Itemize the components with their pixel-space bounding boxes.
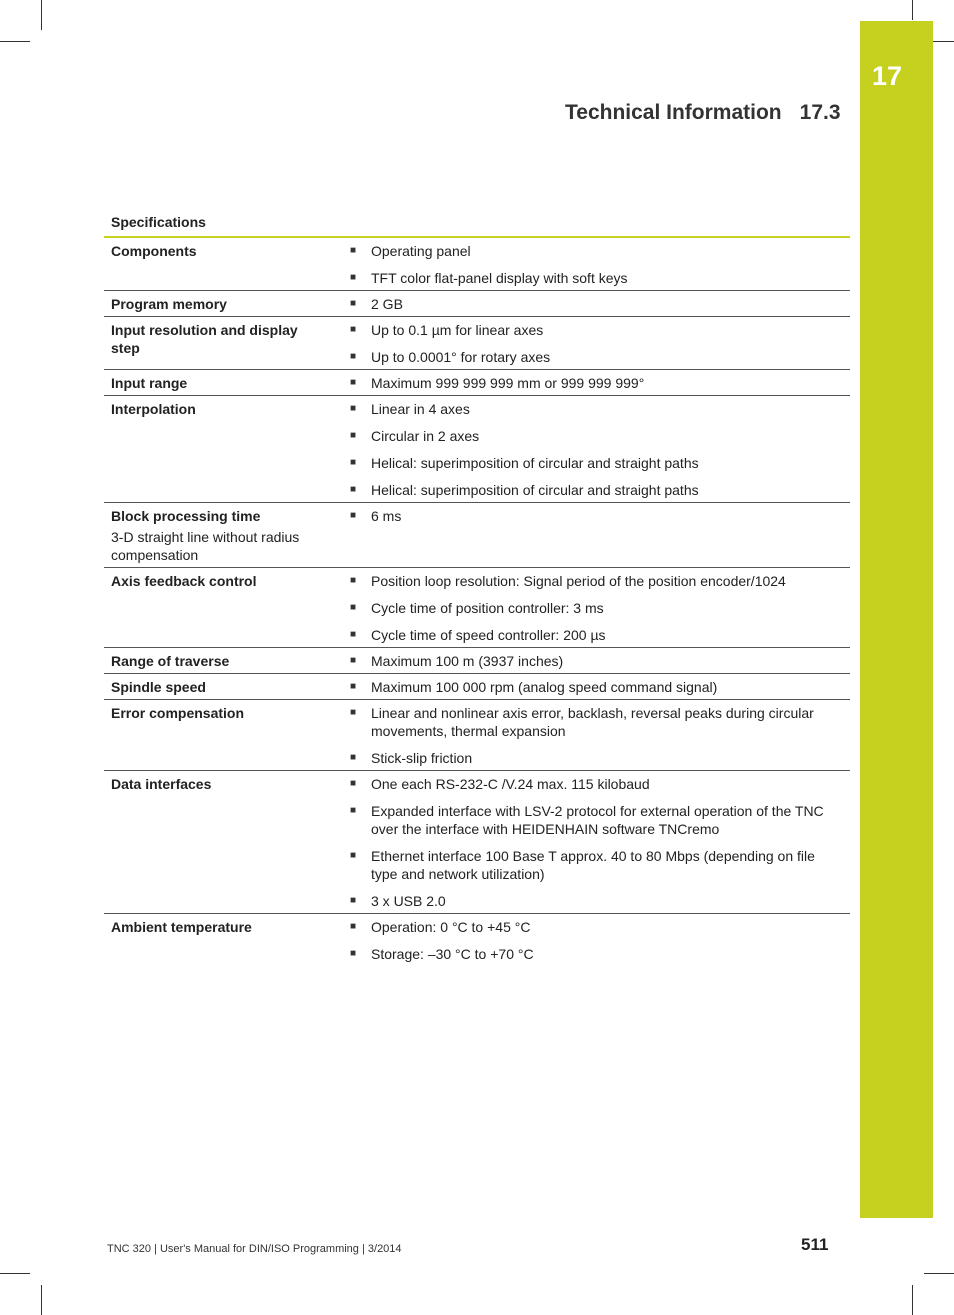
- spec-label-text: Ambient temperature: [111, 919, 252, 935]
- table-row: [104, 237, 850, 263]
- spec-value: Maximum 100 000 rpm (analog speed command signal): [371, 674, 850, 700]
- spec-value: Maximum 999 999 999 mm or 999 999 999°: [371, 370, 850, 396]
- spec-value: Linear in 4 axes: [371, 396, 850, 422]
- table-row: [104, 291, 850, 317]
- crop-mark: [41, 0, 42, 30]
- spec-value: 2 GB: [371, 291, 850, 317]
- spec-label: [104, 700, 335, 771]
- spec-label-text: Interpolation: [111, 401, 196, 417]
- spec-value: One each RS-232-C /V.24 max. 115 kilobaud: [371, 771, 850, 797]
- bullet-icon: ■: [349, 629, 357, 640]
- page-number: 511: [801, 1235, 829, 1254]
- spec-value: Linear and nonlinear axis error, backlash, reversal peaks during circular movements, thermal expansion: [371, 700, 850, 744]
- spec-value: Storage: –30 °C to +70 °C: [371, 946, 534, 962]
- spec-value: Cycle time of position controller: 3 ms: [371, 600, 604, 616]
- bullet-icon: ■: [335, 396, 371, 422]
- bullet-icon: ■: [349, 484, 357, 495]
- spec-label: [104, 396, 335, 503]
- bullet-icon: ■: [335, 648, 371, 674]
- spec-label: [104, 914, 335, 967]
- crop-mark: [0, 41, 30, 42]
- crop-mark: [912, 0, 913, 20]
- bullet-icon: ■: [335, 237, 371, 263]
- spec-value: Maximum 100 m (3937 inches): [371, 648, 850, 674]
- bullet-icon: ■: [335, 317, 371, 343]
- spec-label-text: Data interfaces: [111, 776, 212, 792]
- spec-label: [104, 648, 335, 674]
- spec-label: [104, 291, 335, 317]
- bullet-icon: ■: [349, 430, 357, 441]
- spec-label: [104, 317, 335, 370]
- specifications-table: [104, 236, 850, 966]
- spec-label-text: Range of traverse: [111, 653, 230, 669]
- bullet-icon: ■: [335, 674, 371, 700]
- crop-mark: [924, 1273, 954, 1274]
- spec-label-text: Spindle speed: [111, 679, 206, 695]
- table-row: [104, 568, 850, 594]
- bullet-icon: ■: [335, 568, 371, 594]
- table-heading: Specifications: [111, 214, 206, 230]
- bullet-icon: ■: [349, 602, 357, 613]
- spec-value: Expanded interface with LSV-2 protocol for external operation of the TNC over the interface with HEIDENHAIN software TNCremo: [371, 803, 824, 837]
- spec-value: Position loop resolution: Signal period of the position encoder/1024: [371, 568, 850, 594]
- spec-value: 3 x USB 2.0: [371, 893, 446, 909]
- spec-sublabel: 3-D straight line without radius compensation: [111, 529, 300, 563]
- bullet-icon: ■: [335, 700, 371, 744]
- bullet-icon: ■: [335, 914, 371, 940]
- table-row: [104, 700, 850, 744]
- spec-label-text: Input resolution and display step: [111, 322, 298, 356]
- bullet-icon: ■: [349, 805, 357, 816]
- bullet-icon: ■: [349, 948, 357, 959]
- spec-label-text: Input range: [111, 375, 188, 391]
- spec-value: Stick-slip friction: [371, 750, 473, 766]
- table-row: [104, 503, 850, 568]
- bullet-icon: ■: [349, 272, 357, 283]
- spec-label: [104, 771, 335, 914]
- table-row: [104, 317, 850, 343]
- spec-label: [104, 568, 335, 648]
- section-number: 17.3: [799, 101, 841, 124]
- spec-label-text: Axis feedback control: [111, 573, 257, 589]
- bullet-icon: ■: [349, 895, 357, 906]
- crop-mark: [41, 1285, 42, 1315]
- page-header: [565, 101, 845, 125]
- bullet-icon: ■: [335, 291, 371, 317]
- chapter-number: 17: [872, 61, 903, 91]
- chapter-title: Technical Information: [565, 101, 782, 124]
- bullet-icon: ■: [349, 850, 357, 861]
- bullet-icon: ■: [349, 457, 357, 468]
- spec-value: Ethernet interface 100 Base T approx. 40 to 80 Mbps (depending on file type and network utilization): [371, 848, 815, 882]
- crop-mark: [0, 1273, 30, 1274]
- table-row: [104, 674, 850, 700]
- spec-value: Operating panel: [371, 237, 850, 263]
- spec-value: Helical: superimposition of circular and straight paths: [371, 482, 699, 498]
- table-row: [104, 914, 850, 940]
- spec-label: [104, 237, 335, 291]
- spec-label-text: Block processing time: [111, 508, 261, 524]
- spec-value: Up to 0.0001° for rotary axes: [371, 349, 551, 365]
- footer-text: TNC 320 | User's Manual for DIN/ISO Programming | 3/2014: [107, 1243, 402, 1255]
- table-row: [104, 771, 850, 797]
- chapter-tab: [860, 21, 933, 1218]
- table-row: [104, 648, 850, 674]
- spec-label: [104, 503, 335, 568]
- table-row: [104, 370, 850, 396]
- spec-value: TFT color flat-panel display with soft keys: [371, 270, 628, 286]
- spec-label: [104, 370, 335, 396]
- spec-value: Operation: 0 °C to +45 °C: [371, 914, 850, 940]
- bullet-icon: ■: [349, 752, 357, 763]
- bullet-icon: ■: [335, 370, 371, 396]
- spec-label-text: Components: [111, 243, 197, 259]
- bullet-icon: ■: [335, 503, 371, 568]
- spec-label: [104, 674, 335, 700]
- spec-value: Up to 0.1 µm for linear axes: [371, 317, 850, 343]
- spec-label-text: Error compensation: [111, 705, 245, 721]
- spec-value: Helical: superimposition of circular and straight paths: [371, 455, 699, 471]
- spec-value: Circular in 2 axes: [371, 428, 480, 444]
- spec-value: Cycle time of speed controller: 200 µs: [371, 627, 606, 643]
- bullet-icon: ■: [335, 771, 371, 797]
- spec-label-text: Program memory: [111, 296, 227, 312]
- table-row: [104, 396, 850, 422]
- crop-mark: [912, 1285, 913, 1315]
- bullet-icon: ■: [349, 351, 357, 362]
- spec-value: 6 ms: [371, 503, 850, 568]
